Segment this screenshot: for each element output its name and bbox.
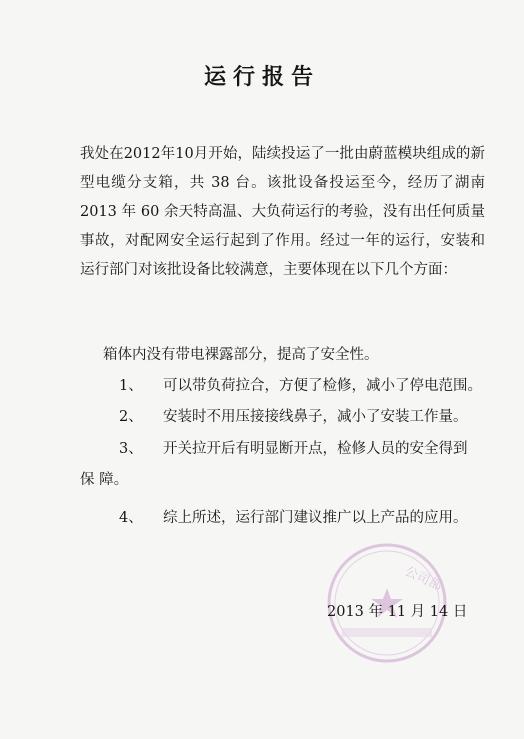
item-4-number: 4、 (119, 510, 143, 526)
item-3-text: 开关拉开后有明显断开点，检修人员的安全得到 (163, 441, 468, 457)
page-title: 运行报告 (203, 64, 320, 90)
seal-bottom-band (342, 628, 432, 637)
item-3-number: 3、 (119, 441, 143, 457)
item-1-text: 可以带负荷拉合，方便了检修，减小了停电范围。 (163, 378, 482, 394)
intro-paragraph: 我处在2012年10月开始，陆续投运了一批由蔚蓝模块组成的新型电缆分支箱，共 38 台。该批设备投运至今，经历了湖南 2013 年 60 余天特高温、大负荷运行的考验，没有出任何质量事故，对配网安全运行起到了作用。经过一年的运行，安装和运行部门对该批设备比较满意，主要体现在以下几个方面： (80, 146, 485, 278)
item-1-number: 1、 (119, 378, 143, 394)
document-date: 2013 年 11 月 14 日 (327, 604, 468, 620)
item-3-continuation: 保 障。 (80, 472, 129, 488)
point-0: 箱体内没有带电裸露部分，提高了安全性。 (103, 347, 379, 363)
item-2-number: 2、 (119, 409, 143, 425)
item-4-text: 综上所述，运行部门建议推广以上产品的应用。 (163, 510, 468, 526)
item-2-text: 安装时不用压接接线鼻子，减小了安装工作量。 (163, 409, 468, 425)
seal-lettering: 公司部 (402, 564, 445, 595)
